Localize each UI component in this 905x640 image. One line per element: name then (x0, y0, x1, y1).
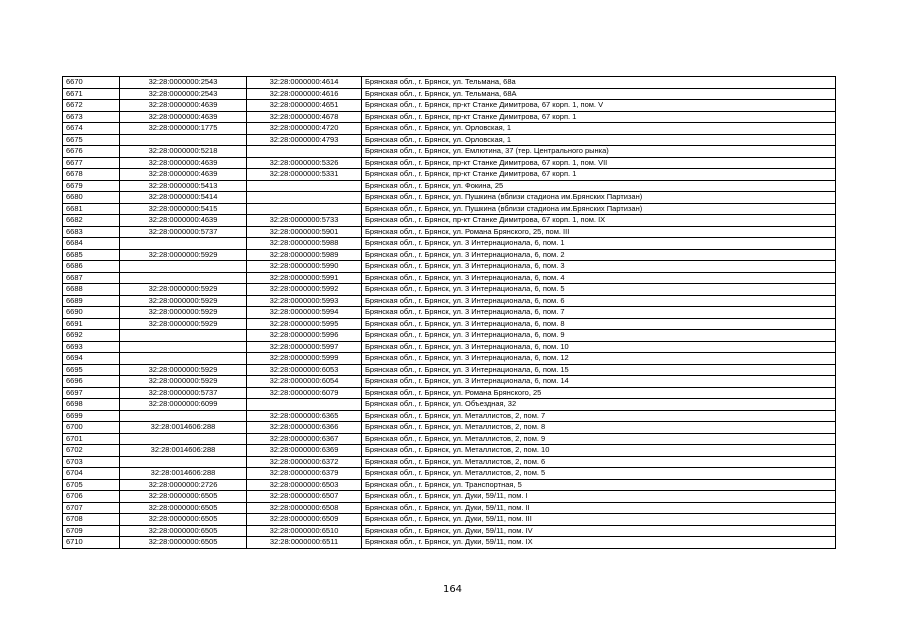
parcel-number-cell: 32:28:0000000:4639 (120, 157, 247, 169)
object-number-cell: 32:28:0000000:5991 (247, 272, 362, 284)
row-number-cell: 6679 (63, 180, 120, 192)
table-row (63, 456, 836, 468)
object-number-cell: 32:28:0000000:5993 (247, 295, 362, 307)
table-row (63, 376, 836, 388)
row-number-cell: 6696 (63, 376, 120, 388)
object-number-cell: 32:28:0000000:6369 (247, 445, 362, 457)
table-row (63, 238, 836, 250)
address-cell: Брянская обл., г. Брянск, ул. 3 Интернационала, 6, пом. 4 (362, 272, 836, 284)
table-row (63, 445, 836, 457)
object-number-cell (247, 180, 362, 192)
address-cell: Брянская обл., г. Брянск, ул. 3 Интернационала, 6, пом. 12 (362, 353, 836, 365)
object-number-cell: 32:28:0000000:6372 (247, 456, 362, 468)
parcel-number-cell: 32:28:0000000:6505 (120, 502, 247, 514)
object-number-cell: 32:28:0000000:5733 (247, 215, 362, 227)
parcel-number-cell: 32:28:0000000:5929 (120, 295, 247, 307)
address-cell: Брянская обл., г. Брянск, ул. Металлистов, 2, пом. 7 (362, 410, 836, 422)
address-cell: Брянская обл., г. Брянск, ул. 3 Интернационала, 6, пом. 14 (362, 376, 836, 388)
parcel-number-cell: 32:28:0000000:5413 (120, 180, 247, 192)
address-cell: Брянская обл., г. Брянск, ул. Металлистов, 2, пом. 8 (362, 422, 836, 434)
table-row (63, 399, 836, 411)
table-row (63, 353, 836, 365)
table-row (63, 433, 836, 445)
table-row (63, 134, 836, 146)
address-cell: Брянская обл., г. Брянск, ул. Емлютина, 37 (тер. Центрального рынка) (362, 146, 836, 158)
parcel-number-cell: 32:28:0014606:288 (120, 468, 247, 480)
table-row (63, 146, 836, 158)
address-cell: Брянская обл., г. Брянск, пр-кт Станке Димитрова, 67 корп. 1, пом. VII (362, 157, 836, 169)
row-number-cell: 6684 (63, 238, 120, 250)
parcel-number-cell (120, 410, 247, 422)
row-number-cell: 6686 (63, 261, 120, 273)
row-number-cell: 6674 (63, 123, 120, 135)
row-number-cell: 6678 (63, 169, 120, 181)
table-row (63, 525, 836, 537)
row-number-cell: 6675 (63, 134, 120, 146)
object-number-cell: 32:28:0000000:5997 (247, 341, 362, 353)
table-row (63, 100, 836, 112)
object-number-cell (247, 399, 362, 411)
address-cell: Брянская обл., г. Брянск, ул. Дуки, 59/11, пом. III (362, 514, 836, 526)
table-row (63, 387, 836, 399)
row-number-cell: 6698 (63, 399, 120, 411)
parcel-number-cell (120, 134, 247, 146)
row-number-cell: 6687 (63, 272, 120, 284)
table-row (63, 88, 836, 100)
object-number-cell: 32:28:0000000:5992 (247, 284, 362, 296)
object-number-cell: 32:28:0000000:4678 (247, 111, 362, 123)
address-cell: Брянская обл., г. Брянск, ул. Тельмана, 68а (362, 77, 836, 89)
row-number-cell: 6680 (63, 192, 120, 204)
table-row (63, 295, 836, 307)
object-number-cell: 32:28:0000000:6509 (247, 514, 362, 526)
object-number-cell: 32:28:0000000:6367 (247, 433, 362, 445)
parcel-number-cell: 32:28:0000000:4639 (120, 169, 247, 181)
table-row (63, 123, 836, 135)
row-number-cell: 6677 (63, 157, 120, 169)
row-number-cell: 6685 (63, 249, 120, 261)
object-number-cell: 32:28:0000000:5994 (247, 307, 362, 319)
row-number-cell: 6702 (63, 445, 120, 457)
object-number-cell: 32:28:0000000:4616 (247, 88, 362, 100)
parcel-number-cell: 32:28:0014606:288 (120, 445, 247, 457)
parcel-number-cell: 32:28:0014606:288 (120, 422, 247, 434)
parcel-number-cell (120, 238, 247, 250)
object-number-cell: 32:28:0000000:5901 (247, 226, 362, 238)
row-number-cell: 6710 (63, 537, 120, 549)
object-number-cell: 32:28:0000000:5331 (247, 169, 362, 181)
object-number-cell: 32:28:0000000:5326 (247, 157, 362, 169)
row-number-cell: 6704 (63, 468, 120, 480)
address-cell: Брянская обл., г. Брянск, ул. Романа Брянского, 25 (362, 387, 836, 399)
row-number-cell: 6693 (63, 341, 120, 353)
table-row (63, 77, 836, 89)
row-number-cell: 6697 (63, 387, 120, 399)
table-row (63, 468, 836, 480)
address-cell: Брянская обл., г. Брянск, ул. 3 Интернационала, 6, пом. 5 (362, 284, 836, 296)
object-number-cell: 32:28:0000000:6053 (247, 364, 362, 376)
address-cell: Брянская обл., г. Брянск, ул. 3 Интернационала, 6, пом. 9 (362, 330, 836, 342)
row-number-cell: 6670 (63, 77, 120, 89)
object-number-cell: 32:28:0000000:4651 (247, 100, 362, 112)
address-cell: Брянская обл., г. Брянск, ул. Металлистов, 2, пом. 5 (362, 468, 836, 480)
parcel-number-cell: 32:28:0000000:4639 (120, 100, 247, 112)
object-number-cell: 32:28:0000000:5988 (247, 238, 362, 250)
row-number-cell: 6689 (63, 295, 120, 307)
address-cell: Брянская обл., г. Брянск, ул. Тельмана, 68А (362, 88, 836, 100)
parcel-number-cell: 32:28:0000000:5737 (120, 387, 247, 399)
parcel-number-cell: 32:28:0000000:5929 (120, 249, 247, 261)
object-number-cell: 32:28:0000000:6510 (247, 525, 362, 537)
object-number-cell: 32:28:0000000:6508 (247, 502, 362, 514)
table-row (63, 192, 836, 204)
address-cell: Брянская обл., г. Брянск, ул. Металлистов, 2, пом. 10 (362, 445, 836, 457)
address-cell: Брянская обл., г. Брянск, ул. 3 Интернационала, 6, пом. 8 (362, 318, 836, 330)
parcel-number-cell: 32:28:0000000:5929 (120, 284, 247, 296)
parcel-number-cell (120, 456, 247, 468)
parcel-number-cell: 32:28:0000000:2543 (120, 88, 247, 100)
row-number-cell: 6694 (63, 353, 120, 365)
parcel-number-cell: 32:28:0000000:2726 (120, 479, 247, 491)
row-number-cell: 6708 (63, 514, 120, 526)
object-number-cell: 32:28:0000000:6503 (247, 479, 362, 491)
row-number-cell: 6695 (63, 364, 120, 376)
address-cell: Брянская обл., г. Брянск, пр-кт Станке Димитрова, 67 корп. 1 (362, 111, 836, 123)
parcel-number-cell: 32:28:0000000:6505 (120, 514, 247, 526)
object-number-cell (247, 203, 362, 215)
parcel-number-cell: 32:28:0000000:5218 (120, 146, 247, 158)
address-cell: Брянская обл., г. Брянск, ул. 3 Интернационала, 6, пом. 2 (362, 249, 836, 261)
address-cell: Брянская обл., г. Брянск, пр-кт Станке Димитрова, 67 корп. 1, пом. V (362, 100, 836, 112)
object-number-cell: 32:28:0000000:6365 (247, 410, 362, 422)
address-cell: Брянская обл., г. Брянск, ул. Дуки, 59/11, пом. IV (362, 525, 836, 537)
parcel-number-cell: 32:28:0000000:5929 (120, 376, 247, 388)
parcel-number-cell: 32:28:0000000:6099 (120, 399, 247, 411)
object-number-cell: 32:28:0000000:6511 (247, 537, 362, 549)
address-cell: Брянская обл., г. Брянск, ул. 3 Интернационала, 6, пом. 1 (362, 238, 836, 250)
parcel-number-cell (120, 272, 247, 284)
address-cell: Брянская обл., г. Брянск, ул. Дуки, 59/11, пом. IX (362, 537, 836, 549)
row-number-cell: 6683 (63, 226, 120, 238)
page-number: 164 (442, 584, 463, 595)
table-row (63, 330, 836, 342)
parcel-number-cell: 32:28:0000000:4639 (120, 215, 247, 227)
registry-table-body (63, 77, 836, 549)
table-row (63, 272, 836, 284)
table-row (63, 410, 836, 422)
row-number-cell: 6673 (63, 111, 120, 123)
table-row (63, 502, 836, 514)
table-row (63, 514, 836, 526)
address-cell: Брянская обл., г. Брянск, ул. Фокина, 25 (362, 180, 836, 192)
row-number-cell: 6707 (63, 502, 120, 514)
address-cell: Брянская обл., г. Брянск, ул. Романа Брянского, 25, пом. III (362, 226, 836, 238)
table-row (63, 341, 836, 353)
row-number-cell: 6672 (63, 100, 120, 112)
parcel-number-cell: 32:28:0000000:5737 (120, 226, 247, 238)
address-cell: Брянская обл., г. Брянск, ул. Пушкина (вблизи стадиона им.Брянских Партизан) (362, 203, 836, 215)
object-number-cell: 32:28:0000000:6366 (247, 422, 362, 434)
row-number-cell: 6705 (63, 479, 120, 491)
object-number-cell: 32:28:0000000:5995 (247, 318, 362, 330)
parcel-number-cell: 32:28:0000000:1775 (120, 123, 247, 135)
table-row (63, 180, 836, 192)
parcel-number-cell: 32:28:0000000:5929 (120, 307, 247, 319)
object-number-cell: 32:28:0000000:6379 (247, 468, 362, 480)
row-number-cell: 6699 (63, 410, 120, 422)
object-number-cell: 32:28:0000000:6054 (247, 376, 362, 388)
parcel-number-cell (120, 353, 247, 365)
parcel-number-cell (120, 330, 247, 342)
parcel-number-cell: 32:28:0000000:6505 (120, 491, 247, 503)
row-number-cell: 6690 (63, 307, 120, 319)
address-cell: Брянская обл., г. Брянск, ул. Орловская, 1 (362, 134, 836, 146)
parcel-number-cell: 32:28:0000000:4639 (120, 111, 247, 123)
parcel-number-cell: 32:28:0000000:2543 (120, 77, 247, 89)
address-cell: Брянская обл., г. Брянск, ул. 3 Интернационала, 6, пом. 3 (362, 261, 836, 273)
parcel-number-cell: 32:28:0000000:5929 (120, 318, 247, 330)
address-cell: Брянская обл., г. Брянск, ул. Орловская, 1 (362, 123, 836, 135)
parcel-number-cell: 32:28:0000000:5414 (120, 192, 247, 204)
table-row (63, 203, 836, 215)
address-cell: Брянская обл., г. Брянск, пр-кт Станке Димитрова, 67 корп. 1, пом. IX (362, 215, 836, 227)
object-number-cell: 32:28:0000000:5996 (247, 330, 362, 342)
address-cell: Брянская обл., г. Брянск, ул. Металлистов, 2, пом. 9 (362, 433, 836, 445)
address-cell: Брянская обл., г. Брянск, ул. 3 Интернационала, 6, пом. 15 (362, 364, 836, 376)
table-row (63, 307, 836, 319)
row-number-cell: 6692 (63, 330, 120, 342)
table-row (63, 422, 836, 434)
row-number-cell: 6688 (63, 284, 120, 296)
table-row (63, 318, 836, 330)
table-row (63, 261, 836, 273)
parcel-number-cell: 32:28:0000000:6505 (120, 537, 247, 549)
object-number-cell (247, 146, 362, 158)
address-cell: Брянская обл., г. Брянск, ул. 3 Интернационала, 6, пом. 7 (362, 307, 836, 319)
address-cell: Брянская обл., г. Брянск, ул. Транспортная, 5 (362, 479, 836, 491)
object-number-cell: 32:28:0000000:4793 (247, 134, 362, 146)
address-cell: Брянская обл., г. Брянск, ул. 3 Интернационала, 6, пом. 6 (362, 295, 836, 307)
object-number-cell: 32:28:0000000:5990 (247, 261, 362, 273)
address-cell: Брянская обл., г. Брянск, ул. Дуки, 59/11, пом. II (362, 502, 836, 514)
object-number-cell: 32:28:0000000:5999 (247, 353, 362, 365)
object-number-cell: 32:28:0000000:4614 (247, 77, 362, 89)
parcel-number-cell: 32:28:0000000:5415 (120, 203, 247, 215)
address-cell: Брянская обл., г. Брянск, пр-кт Станке Димитрова, 67 корп. 1 (362, 169, 836, 181)
row-number-cell: 6700 (63, 422, 120, 434)
parcel-number-cell (120, 341, 247, 353)
object-number-cell: 32:28:0000000:5989 (247, 249, 362, 261)
table-row (63, 111, 836, 123)
row-number-cell: 6701 (63, 433, 120, 445)
row-number-cell: 6671 (63, 88, 120, 100)
parcel-number-cell: 32:28:0000000:6505 (120, 525, 247, 537)
table-row (63, 364, 836, 376)
table-row (63, 284, 836, 296)
table-row (63, 169, 836, 181)
registry-table (62, 76, 836, 549)
object-number-cell (247, 192, 362, 204)
parcel-number-cell (120, 261, 247, 273)
address-cell: Брянская обл., г. Брянск, ул. Пушкина (вблизи стадиона им.Брянских Партизан) (362, 192, 836, 204)
address-cell: Брянская обл., г. Брянск, ул. Объездная, 32 (362, 399, 836, 411)
parcel-number-cell (120, 433, 247, 445)
address-cell: Брянская обл., г. Брянск, ул. 3 Интернационала, 6, пом. 10 (362, 341, 836, 353)
object-number-cell: 32:28:0000000:6079 (247, 387, 362, 399)
table-row (63, 226, 836, 238)
address-cell: Брянская обл., г. Брянск, ул. Металлистов, 2, пом. 6 (362, 456, 836, 468)
row-number-cell: 6682 (63, 215, 120, 227)
parcel-number-cell: 32:28:0000000:5929 (120, 364, 247, 376)
row-number-cell: 6681 (63, 203, 120, 215)
row-number-cell: 6691 (63, 318, 120, 330)
table-row (63, 215, 836, 227)
object-number-cell: 32:28:0000000:6507 (247, 491, 362, 503)
row-number-cell: 6706 (63, 491, 120, 503)
row-number-cell: 6703 (63, 456, 120, 468)
table-row (63, 491, 836, 503)
table-row (63, 537, 836, 549)
address-cell: Брянская обл., г. Брянск, ул. Дуки, 59/11, пом. I (362, 491, 836, 503)
row-number-cell: 6676 (63, 146, 120, 158)
table-row (63, 157, 836, 169)
object-number-cell: 32:28:0000000:4720 (247, 123, 362, 135)
table-row (63, 249, 836, 261)
table-row (63, 479, 836, 491)
row-number-cell: 6709 (63, 525, 120, 537)
